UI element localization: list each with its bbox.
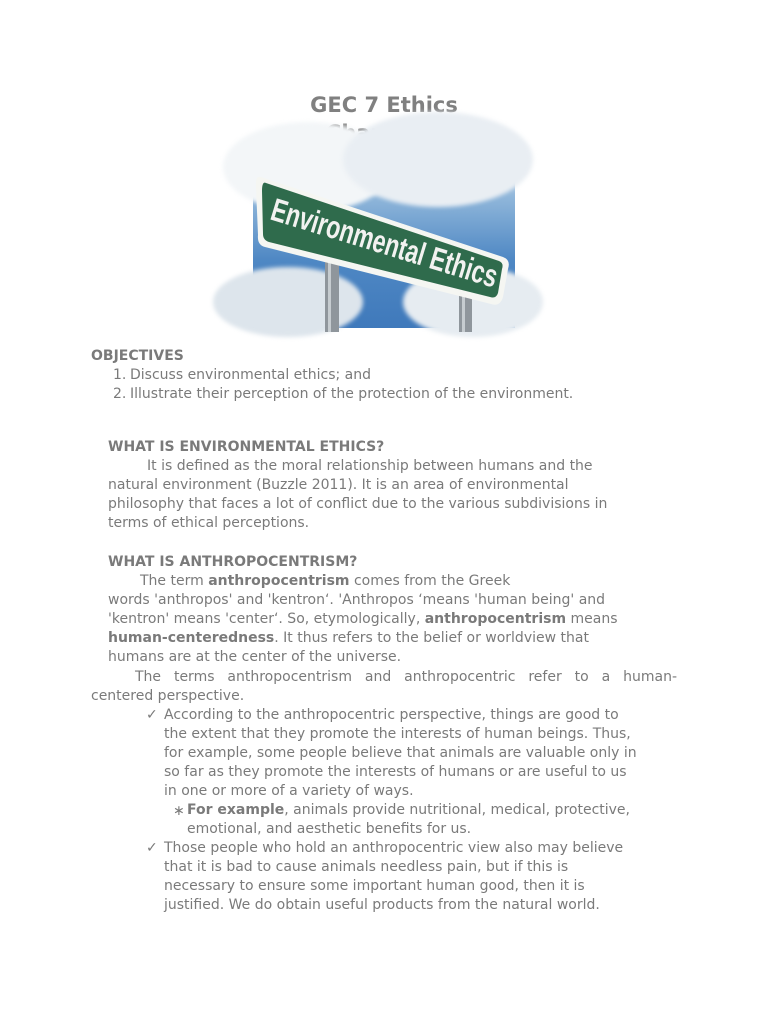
section1-line-2: natural environment (Buzzle 2011). It is an area of environmental bbox=[108, 477, 569, 493]
term-anthropocentrism: anthropocentrism bbox=[208, 573, 350, 589]
checkmark-icon: ✓ bbox=[146, 840, 158, 856]
for-example-label: For example bbox=[187, 802, 285, 818]
environmental-ethics-sign-image bbox=[253, 147, 591, 328]
bullet2-line-1: Those people who hold an anthropocentric view also may believe bbox=[164, 840, 624, 856]
term-anthropocentrism: anthropocentrism bbox=[424, 611, 567, 627]
text-run: The term bbox=[140, 573, 209, 589]
checkmark-icon: ✓ bbox=[146, 707, 158, 723]
bullet2-line-2: that it is bad to cause animals needless pain, but if this is bbox=[164, 859, 569, 875]
term-human-centeredness: human-centeredness bbox=[108, 630, 275, 646]
road-sign-graphic bbox=[253, 147, 591, 328]
sub-bullet-line-2: emotional, and aesthetic benefits for us. bbox=[187, 821, 472, 837]
section1-line-3: philosophy that faces a lot of conflict due to the various subdivisions in bbox=[108, 496, 608, 512]
bullet2-line-4: justified. We do obtain useful products from the natural world. bbox=[164, 897, 600, 913]
objective-item-2: Illustrate their perception of the protection of the environment. bbox=[130, 386, 574, 402]
objective-item-2-number: 2. bbox=[113, 386, 127, 402]
text-run: comes from the Greek bbox=[349, 573, 511, 589]
text-run: . It thus refers to the belief or worldview that bbox=[274, 630, 589, 646]
anthro-p1-line-2: words 'anthropos' and 'kentron‘. 'Anthropos ‘means 'human being' and bbox=[108, 592, 606, 608]
anthro-p1-line-3 bbox=[108, 610, 618, 629]
anthro-p2-line-2: centered perspective. bbox=[91, 688, 245, 704]
objective-item-1-number: 1. bbox=[113, 367, 127, 383]
anthro-p1-line-5: humans are at the center of the universe. bbox=[108, 649, 402, 665]
bullet2-line-3: necessary to ensure some important human good, then it is bbox=[164, 878, 585, 894]
bullet1-line-2: the extent that they promote the interests of human beings. Thus, bbox=[164, 726, 631, 742]
text-run: means bbox=[566, 611, 618, 627]
objective-item-1: Discuss environmental ethics; and bbox=[130, 367, 372, 383]
section1-line-4: terms of ethical perceptions. bbox=[108, 515, 310, 531]
anthro-p1-line-1 bbox=[140, 572, 510, 591]
objectives-heading: OBJECTIVES bbox=[91, 348, 184, 364]
anthro-p2-line-1: The terms anthropocentrism and anthropocentric refer to a human- bbox=[135, 669, 677, 685]
bullet1-line-5: in one or more of a variety of ways. bbox=[164, 783, 414, 799]
section-heading-environmental-ethics: WHAT IS ENVIRONMENTAL ETHICS? bbox=[108, 439, 385, 455]
bullet1-line-4: so far as they promote the interests of humans or are useful to us bbox=[164, 764, 627, 780]
bullet1-line-3: for example, some people believe that animals are valuable only in bbox=[164, 745, 637, 761]
sign-text: Environmental Ethics bbox=[266, 191, 591, 322]
anthro-p1-line-4 bbox=[108, 629, 589, 648]
star-bullet-icon: ∗ bbox=[173, 803, 185, 819]
course-title: GEC 7 Ethics bbox=[310, 93, 458, 117]
text-run: , animals provide nutritional, medical, protective, bbox=[284, 802, 630, 818]
section-heading-anthropocentrism: WHAT IS ANTHROPOCENTRISM? bbox=[108, 554, 358, 570]
text-run: 'kentron' means 'center‘. So, etymologically, bbox=[108, 611, 425, 627]
bullet1-line-1: According to the anthropocentric perspective, things are good to bbox=[164, 707, 619, 723]
sub-bullet-line-1 bbox=[187, 801, 630, 820]
section1-line-1: It is defined as the moral relationship between humans and the bbox=[147, 458, 593, 474]
